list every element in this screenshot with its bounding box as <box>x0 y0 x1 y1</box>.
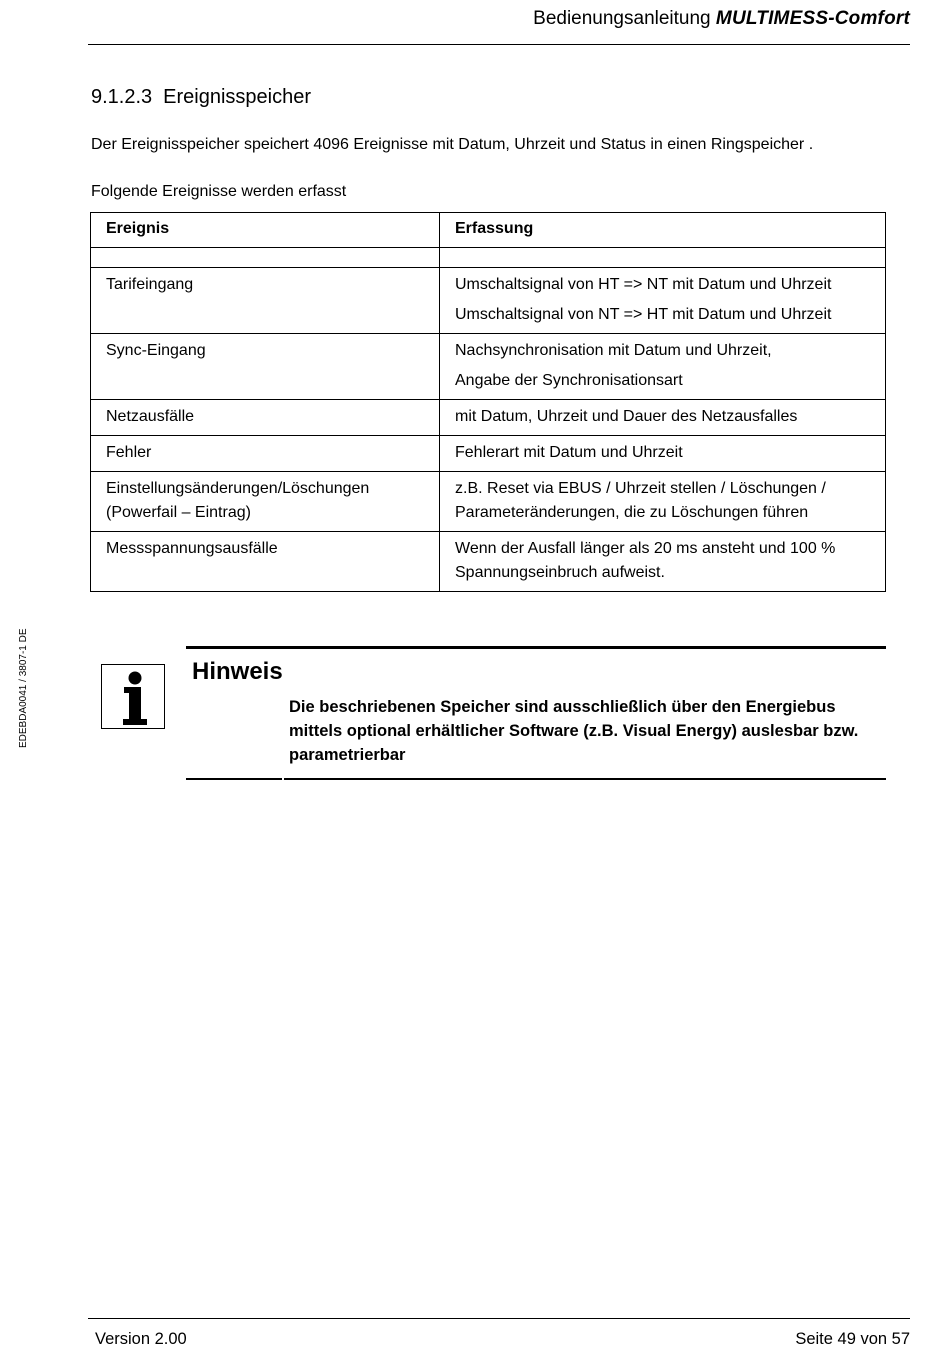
note-body <box>289 695 889 767</box>
note-line: parametrierbar <box>289 746 406 764</box>
table-row <box>91 400 886 436</box>
section-number: 9.1.2.3 <box>91 86 153 108</box>
column-header-event: Ereignis <box>91 213 440 248</box>
event-text: Einstellungsänderungen/Löschungen <box>106 480 370 497</box>
empty-row <box>91 248 886 268</box>
capture-text: Umschaltsignal von NT => HT mit Datum und Uhrzeit <box>455 306 832 323</box>
note-top-divider <box>186 646 886 649</box>
section-title: Ereignisspeicher <box>163 86 312 108</box>
event-cell <box>91 268 440 334</box>
capture-text: Parameteränderungen, die zu Löschungen führen <box>455 504 809 521</box>
event-cell <box>91 532 440 592</box>
table-row <box>91 436 886 472</box>
table-row <box>91 472 886 532</box>
note-bottom-divider <box>186 778 282 780</box>
footer-page-number: Seite 49 von 57 <box>795 1330 910 1348</box>
event-text: Fehler <box>106 444 152 461</box>
event-text: Tarifeingang <box>106 276 194 293</box>
capture-text: mit Datum, Uhrzeit und Dauer des Netzausfalles <box>455 408 798 425</box>
capture-cell <box>440 268 886 334</box>
header-manual-label: Bedienungsanleitung <box>533 8 711 29</box>
note-bottom-divider <box>284 778 886 780</box>
capture-cell <box>440 436 886 472</box>
footer-version: Version 2.00 <box>95 1330 187 1348</box>
table-lead-text: Folgende Ereignisse werden erfasst <box>91 183 347 200</box>
capture-text: Umschaltsignal von HT => NT mit Datum und Uhrzeit <box>455 276 832 293</box>
event-cell <box>91 334 440 400</box>
event-text: Netzausfälle <box>106 408 195 425</box>
column-header-capture: Erfassung <box>440 213 886 248</box>
header-title <box>533 8 910 30</box>
table-row <box>91 268 886 334</box>
capture-cell <box>440 334 886 400</box>
event-cell <box>91 472 440 532</box>
section-heading <box>91 86 311 109</box>
capture-text: Spannungseinbruch aufweist. <box>455 564 665 581</box>
note-line: Die beschriebenen Speicher sind ausschließlich über den Energiebus <box>289 698 836 716</box>
table-header-row <box>91 213 886 248</box>
event-text: Sync-Eingang <box>106 342 206 359</box>
event-cell <box>91 400 440 436</box>
capture-cell <box>440 400 886 436</box>
capture-cell <box>440 532 886 592</box>
event-text: Messspannungsausfälle <box>106 540 278 557</box>
capture-cell <box>440 472 886 532</box>
table-row <box>91 334 886 400</box>
event-cell <box>91 436 440 472</box>
capture-text: z.B. Reset via EBUS / Uhrzeit stellen / Löschungen / <box>455 480 826 497</box>
table-row <box>91 532 886 592</box>
footer-divider <box>88 1318 910 1319</box>
empty-cell <box>91 248 440 268</box>
event-text: (Powerfail – Eintrag) <box>106 504 251 521</box>
intro-paragraph: Der Ereignisspeicher speichert 4096 Ereignisse mit Datum, Uhrzeit und Status in einen Ringspeicher . <box>91 136 814 153</box>
page-header <box>88 4 910 45</box>
note-title: Hinweis <box>192 658 283 685</box>
header-brand: MULTIMESS-Comfort <box>715 8 910 29</box>
document-code: EDEBDA0041 / 3807-1 DE <box>18 628 29 748</box>
empty-cell <box>440 248 886 268</box>
capture-text: Wenn der Ausfall länger als 20 ms ansteht und 100 % <box>455 540 836 557</box>
capture-text: Nachsynchronisation mit Datum und Uhrzeit, <box>455 342 772 359</box>
capture-text: Fehlerart mit Datum und Uhrzeit <box>455 444 683 461</box>
capture-text: Angabe der Synchronisationsart <box>455 372 683 389</box>
note-line: mittels optional erhältlicher Software (z.B. Visual Energy) auslesbar bzw. <box>289 722 859 740</box>
info-icon <box>101 664 165 729</box>
events-table <box>90 212 886 592</box>
